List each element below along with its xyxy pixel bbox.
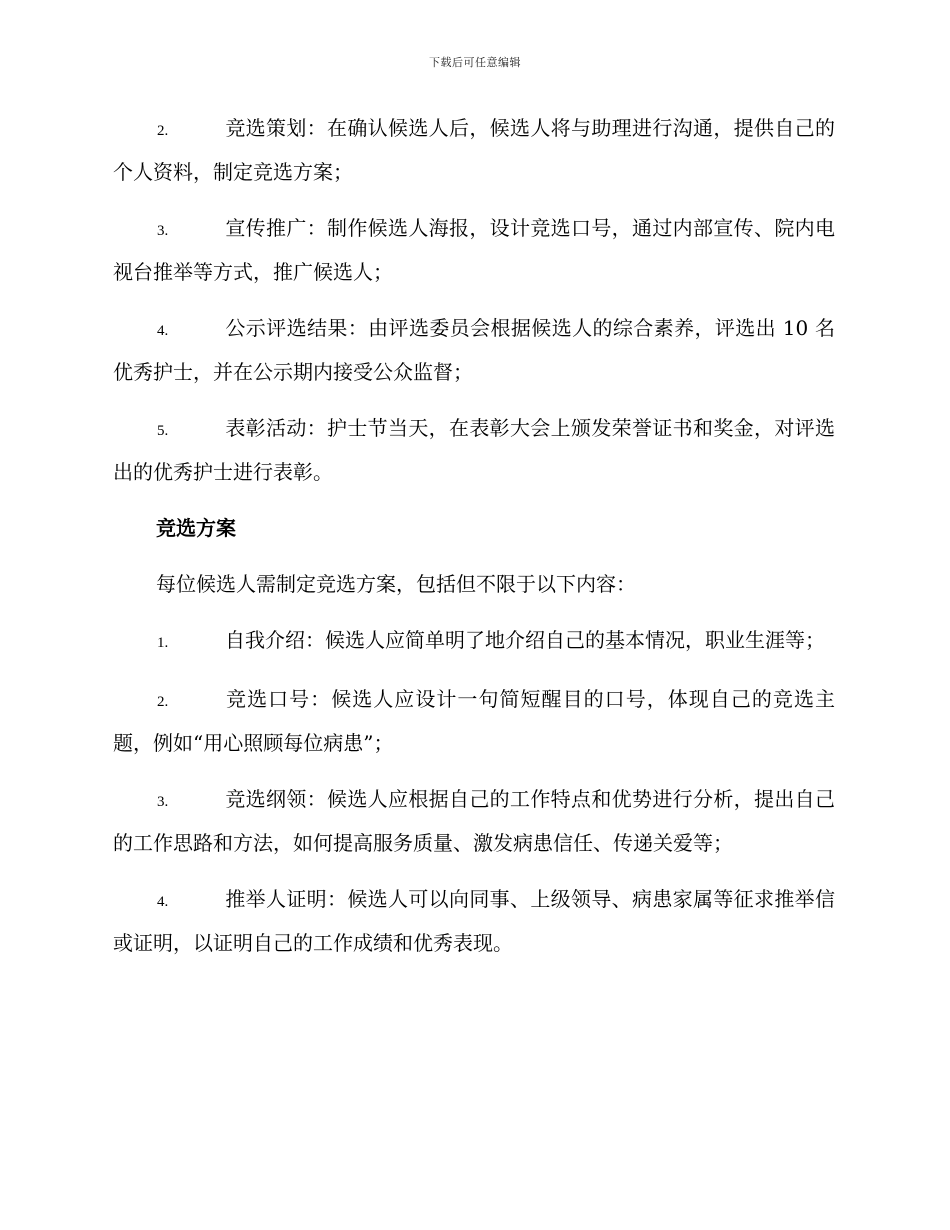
plan-item-3 — [113, 779, 835, 864]
list-number: 3. — [157, 794, 169, 810]
list-text: 公示评选结果：由评选委员会根据候选人的综合素养，评选出 10 名优秀护士，并在公示期内接受公众监督； — [113, 316, 835, 384]
section-intro: 每位候选人需制定竞选方案，包括但不限于以下内容： — [156, 572, 636, 596]
list-text: 宣传推广：制作候选人海报，设计竞选口号，通过内部宣传、院内电视台推举等方式，推广候选人； — [113, 216, 835, 284]
list-text: 竞选策划：在确认候选人后，候选人将与助理进行沟通，提供自己的个人资料，制定竞选方案； — [113, 116, 835, 184]
list-text: 推举人证明：候选人可以向同事、上级领导、病患家属等征求推举信或证明，以证明自己的工作成绩和优秀表现。 — [113, 887, 835, 955]
list-number: 2. — [157, 694, 169, 710]
list-item-3 — [113, 208, 835, 293]
list-item-5 — [113, 408, 835, 493]
list-number: 2. — [157, 123, 169, 139]
list-text: 竞选口号：候选人应设计一句简短醒目的口号，体现自己的竞选主题，例如“用心照顾每位病患”； — [113, 687, 835, 755]
list-item-2 — [113, 108, 835, 193]
list-number: 1. — [157, 635, 169, 651]
list-item-4 — [113, 308, 835, 393]
plan-item-2 — [113, 679, 835, 764]
list-text: 竞选纲领：候选人应根据自己的工作特点和优势进行分析，提出自己的工作思路和方法，如何提高服务质量、激发病患信任、传递关爱等； — [113, 787, 835, 855]
list-number: 4. — [157, 894, 169, 910]
list-text: 自我介绍：候选人应简单明了地介绍自己的基本情况，职业生涯等； — [225, 628, 825, 652]
list-text: 表彰活动：护士节当天，在表彰大会上颁发荣誉证书和奖金，对评选出的优秀护士进行表彰。 — [113, 416, 835, 484]
list-number: 3. — [157, 223, 169, 239]
plan-item-1 — [113, 620, 835, 664]
plan-item-4 — [113, 879, 835, 964]
page-header: 下载后可任意编辑 — [429, 56, 521, 69]
document-body — [113, 108, 835, 979]
section-heading: 竞选方案 — [156, 516, 236, 540]
list-number: 5. — [157, 423, 169, 439]
list-number: 4. — [157, 323, 169, 339]
